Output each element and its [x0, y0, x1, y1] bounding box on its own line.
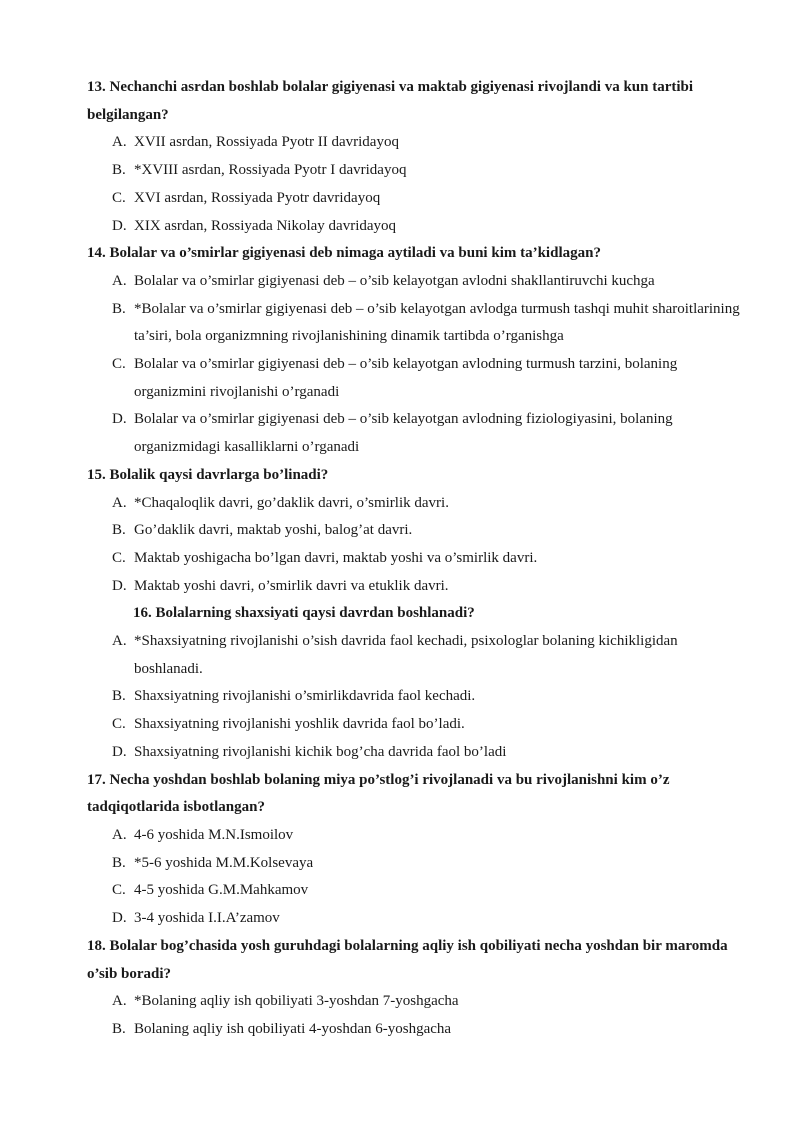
- answer-option: [87, 296, 750, 351]
- option-text: Shaxsiyatning rivojlanishi yoshlik davrida faol bo’ladi.: [134, 716, 465, 733]
- option-letter: B.: [112, 522, 126, 539]
- answer-option: [87, 157, 750, 185]
- question-block: [87, 462, 750, 601]
- option-letter: B.: [112, 1020, 126, 1037]
- option-text: 4-6 yoshida M.N.Ismoilov: [134, 826, 294, 843]
- option-letter: A.: [112, 494, 127, 511]
- answer-option: [87, 905, 750, 933]
- answer-option: [87, 711, 750, 739]
- option-letter: D.: [112, 577, 127, 594]
- answer-option: [87, 185, 750, 213]
- question-text: 16. Bolalarning shaxsiyati qaysi davrdan boshlanadi?: [133, 605, 475, 622]
- question-block: [87, 767, 750, 933]
- option-text: *Bolalar va o’smirlar gigiyenasi deb – o’sib kelayotgan avlodga turmush tashqi muhit sharoitlarining ta’siri, bola organizmning rivojlanishining dinamik tartibda o’rganishga: [134, 300, 740, 345]
- question-text: 14. Bolalar va o’smirlar gigiyenasi deb nimaga aytiladi va buni kim ta’kidlagan?: [87, 245, 601, 262]
- option-text: Bolalar va o’smirlar gigiyenasi deb – o’sib kelayotgan avlodni shakllantiruvchi kuchga: [134, 272, 655, 289]
- option-text: *XVIII asrdan, Rossiyada Pyotr I davridayoq: [134, 162, 407, 179]
- answer-option: [87, 822, 750, 850]
- option-text: Maktab yoshi davri, o’smirlik davri va etuklik davri.: [134, 577, 449, 594]
- answer-option: [87, 850, 750, 878]
- option-letter: C.: [112, 716, 126, 733]
- answer-option: [87, 573, 750, 601]
- option-text: 3-4 yoshida I.I.A’zamov: [134, 910, 280, 927]
- option-letter: D.: [112, 217, 127, 234]
- option-text: XVII asrdan, Rossiyada Pyotr II davridayoq: [134, 134, 399, 151]
- option-text: Bolalar va o’smirlar gigiyenasi deb – o’sib kelayotgan avlodning fiziologiyasini, bolaning organizmidagi kasalliklarni o’rganadi: [134, 411, 673, 456]
- answer-option: [87, 988, 750, 1016]
- option-letter: B.: [112, 688, 126, 705]
- option-letter: C.: [112, 356, 126, 373]
- question-block: [87, 933, 750, 1044]
- question-text: 13. Nechanchi asrdan boshlab bolalar gigiyenasi va maktab gigiyenasi rivojlandi va kun tartibi belgilangan?: [87, 79, 694, 123]
- question-block: [87, 600, 750, 766]
- option-letter: D.: [112, 743, 127, 760]
- answer-option: [87, 628, 750, 683]
- option-letter: B.: [112, 854, 126, 871]
- option-letter: D.: [112, 411, 127, 428]
- answer-option: [87, 683, 750, 711]
- option-letter: B.: [112, 300, 126, 317]
- option-text: *Shaxsiyatning rivojlanishi o’sish davrida faol kechadi, psixologlar bolaning kichikligidan boshlanadi.: [134, 633, 678, 677]
- option-text: XIX asrdan, Rossiyada Nikolay davridayoq: [134, 217, 397, 234]
- answer-option: [87, 517, 750, 545]
- option-text: Shaxsiyatning rivojlanishi kichik bog’cha davrida faol bo’ladi: [134, 743, 507, 760]
- option-letter: A.: [112, 993, 127, 1010]
- question-block: [87, 240, 750, 462]
- answer-option: [87, 739, 750, 767]
- option-letter: A.: [112, 272, 127, 289]
- question-block: [87, 74, 750, 240]
- option-text: Bolalar va o’smirlar gigiyenasi deb – o’sib kelayotgan avlodning turmush tarzini, bolaning organizmini rivojlanishi o’rganadi: [134, 356, 678, 400]
- option-text: Bolaning aqliy ish qobiliyati 4-yoshdan 6-yoshgacha: [134, 1020, 452, 1037]
- question-text: 15. Bolalik qaysi davrlarga bo’linadi?: [87, 466, 329, 483]
- option-letter: C.: [112, 189, 126, 206]
- answer-option: [87, 545, 750, 573]
- question-text: 18. Bolalar bog’chasida yosh guruhdagi bolalarning aqliy ish qobiliyati necha yoshdan bir maromda o’sib boradi?: [87, 937, 728, 982]
- option-letter: A.: [112, 826, 127, 843]
- answer-option: [87, 129, 750, 157]
- option-text: 4-5 yoshida G.M.Mahkamov: [134, 882, 309, 899]
- option-text: *Bolaning aqliy ish qobiliyati 3-yoshdan 7-yoshgacha: [134, 993, 459, 1010]
- option-text: *5-6 yoshida M.M.Kolsevaya: [134, 854, 314, 871]
- question-text: 17. Necha yoshdan boshlab bolaning miya po’stlog’i rivojlanadi va bu rivojlanishni kim o’z tadqiqotlarida isbotlangan?: [87, 771, 670, 816]
- answer-option: [87, 877, 750, 905]
- answer-option: [87, 490, 750, 518]
- option-text: XVI asrdan, Rossiyada Pyotr davridayoq: [134, 189, 381, 206]
- option-text: Shaxsiyatning rivojlanishi o’smirlikdavrida faol kechadi.: [134, 688, 476, 705]
- option-letter: A.: [112, 633, 127, 650]
- answer-option: [87, 1016, 750, 1044]
- option-text: *Chaqaloqlik davri, go’daklik davri, o’smirlik davri.: [134, 494, 449, 511]
- answer-option: [87, 351, 750, 406]
- answer-option: [87, 213, 750, 241]
- option-text: Maktab yoshigacha bo’lgan davri, maktab yoshi va o’smirlik davri.: [134, 549, 538, 566]
- option-text: Go’daklik davri, maktab yoshi, balog’at davri.: [134, 522, 413, 539]
- option-letter: C.: [112, 882, 126, 899]
- option-letter: C.: [112, 549, 126, 566]
- answer-option: [87, 406, 750, 461]
- option-letter: A.: [112, 134, 127, 151]
- option-letter: B.: [112, 162, 126, 179]
- option-letter: D.: [112, 910, 127, 927]
- answer-option: [87, 268, 750, 296]
